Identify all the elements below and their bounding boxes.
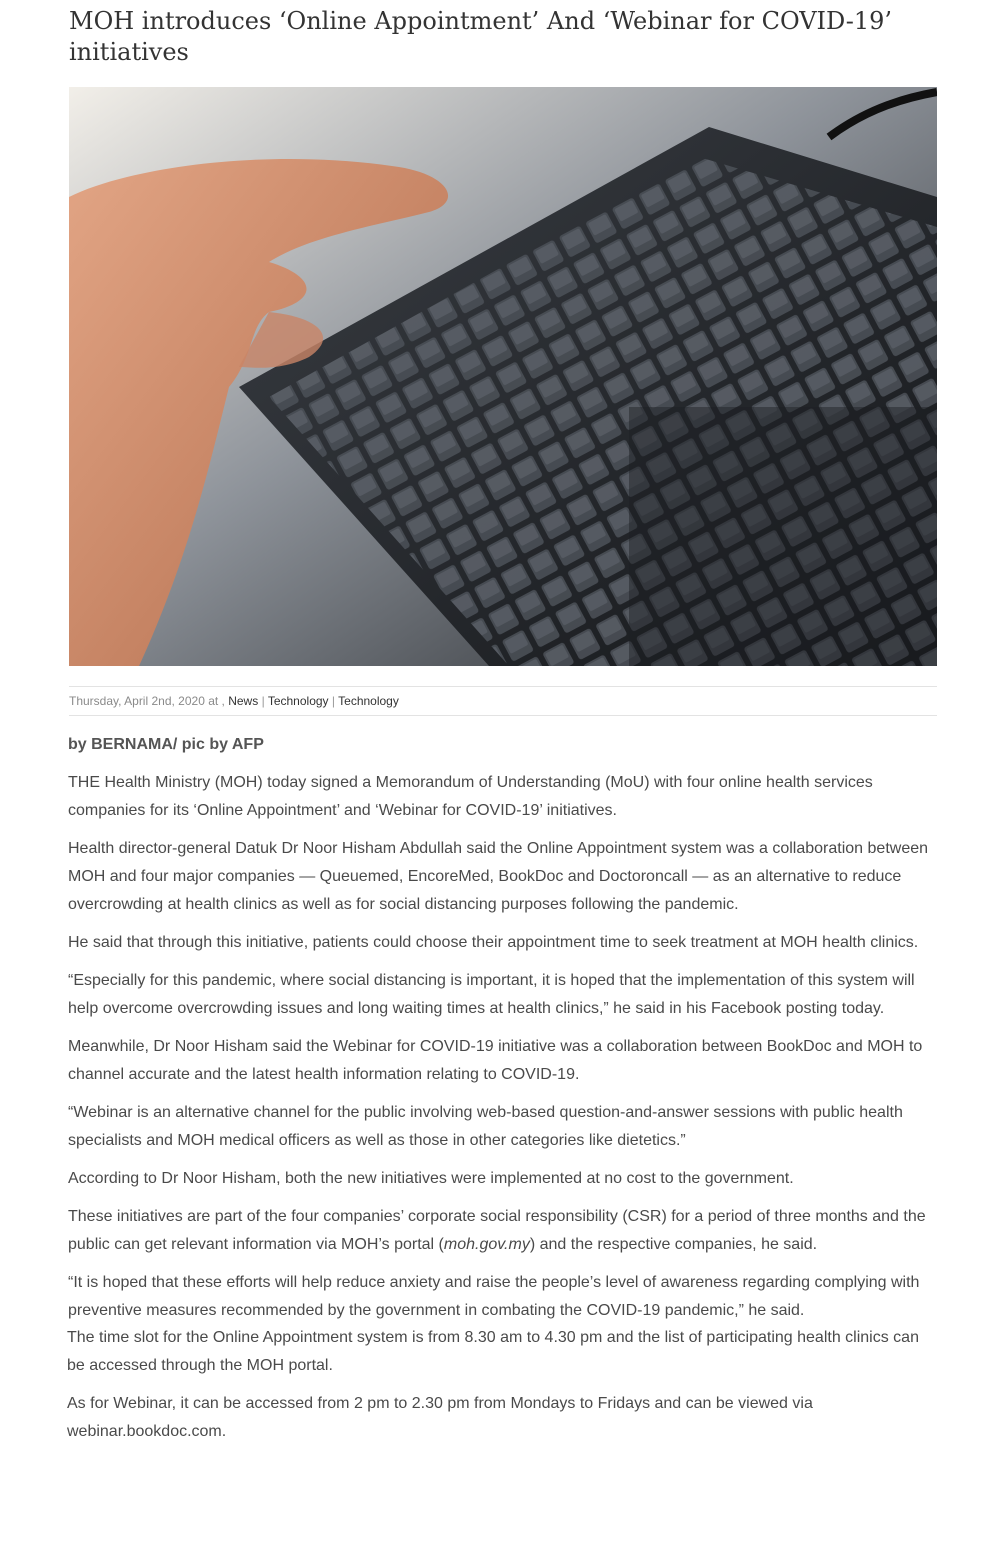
paragraph: “Webinar is an alternative channel for the public involving web-based question-and-answer sessions with public health specialists and MOH medical officers as well as those in other categories like dietetics.”	[68, 1104, 903, 1149]
paragraph: “Especially for this pandemic, where social distancing is important, it is hoped that the implementation of this system will help overcome overcrowding issues and long waiting times at health clinics,” he said in his Facebook posting today.	[68, 972, 915, 1017]
category-separator: |	[331, 694, 336, 708]
paragraph: THE Health Ministry (MOH) today signed a Memorandum of Understanding (MoU) with four online health services companies for its ‘Online Appointment’ and ‘Webinar for COVID-19’ initiatives.	[68, 774, 873, 819]
category-link-news[interactable]: News	[228, 694, 259, 708]
paragraph: “It is hoped that these efforts will help reduce anxiety and raise the people’s level of awareness regarding complying with preventive measures recommended by the government in combating the COVID-19 pandemic,” he said.	[68, 1274, 920, 1319]
article-meta-bar	[69, 686, 937, 716]
article-title: MOH introduces ‘Online Appointment’ And ‘Webinar for COVID-19’ initiatives	[69, 7, 892, 66]
category-link-technology[interactable]: Technology	[267, 694, 329, 708]
article-date: Thursday, April 2nd, 2020 at ,	[69, 694, 225, 708]
paragraph: According to Dr Noor Hisham, both the new initiatives were implemented at no cost to the government.	[68, 1170, 794, 1187]
article-hero-image	[69, 87, 937, 666]
paragraph-portal	[68, 1203, 940, 1259]
article-body	[68, 769, 940, 1456]
category-link-technology-2[interactable]: Technology	[338, 694, 399, 708]
paragraph: Meanwhile, Dr Noor Hisham said the Webinar for COVID-19 initiative was a collaboration between BookDoc and MOH to channel accurate and the latest health information relating to COVID-19.	[68, 1038, 923, 1083]
paragraph: The time slot for the Online Appointment system is from 8.30 am to 4.30 pm and the list of participating health clinics can be accessed through the MOH portal.	[67, 1329, 919, 1374]
article-byline: by BERNAMA/ pic by AFP	[68, 736, 264, 753]
paragraph: He said that through this initiative, patients could choose their appointment time to seek treatment at MOH health clinics.	[68, 934, 919, 951]
portal-link: moh.gov.my	[443, 1236, 530, 1253]
paragraph: Health director-general Datuk Dr Noor Hisham Abdullah said the Online Appointment system was a collaboration between MOH and four major companies — Queuemed, EncoreMed, BookDoc and Doctoroncall — as an alternative to reduce overcrowding at health clinics as well as for social distancing purposes following the pandemic.	[68, 840, 929, 913]
portal-text-after: ) and the respective companies, he said.	[529, 1236, 818, 1253]
keyboard-photo	[69, 87, 937, 666]
paragraph: As for Webinar, it can be accessed from 2 pm to 2.30 pm from Mondays to Fridays and can be viewed via webinar.bookdoc.com.	[67, 1395, 813, 1440]
portal-text-before: These initiatives are part of the four companies’ corporate social responsibility (CSR) for a period of three months and the public can get relevant information via MOH’s portal (	[68, 1208, 926, 1253]
category-separator: |	[261, 694, 265, 708]
